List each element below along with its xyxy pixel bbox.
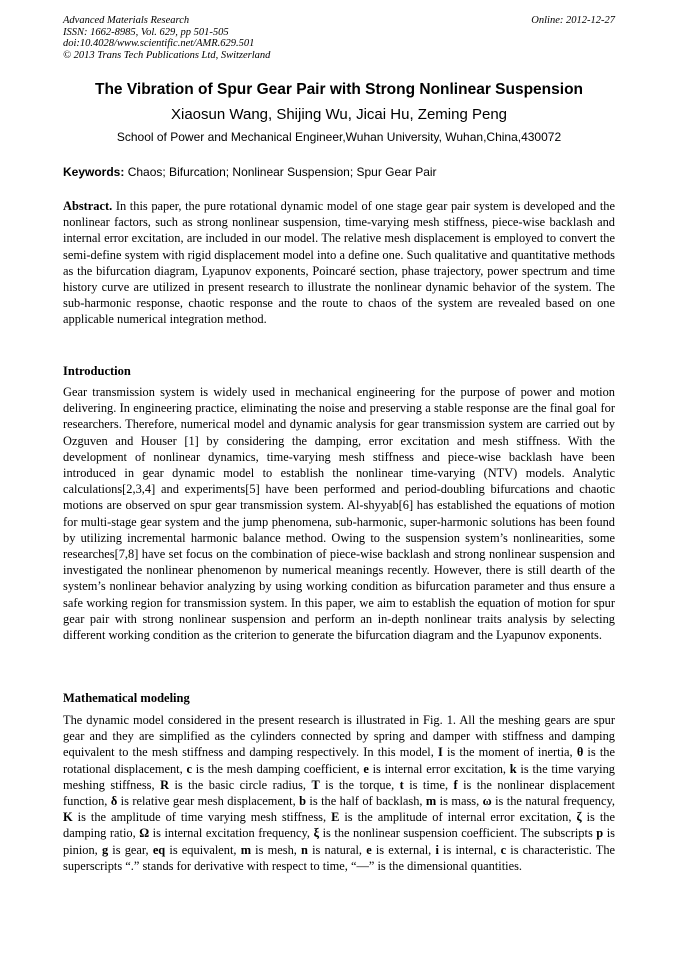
symbol-term: T xyxy=(311,777,320,792)
keywords-line xyxy=(63,163,615,181)
abstract-text: In this paper, the pure rotational dynamic model of one stage gear pair system is developed and the nonlinear factors, such as strong nonlinear suspension, time-varying mesh stiffness, piece-wise backlash and internal error excitation, are included in our model. The relative mesh displacement is employed to convert the semi-define system with rigid displacement model into a define one. Such qualitative and quantitative methods as the bifurcation diagram, Lyapunov exponents, Poincaré section, phase trajectory, power spectrum and time history curve are utilized in present research to illustrate the nonlinear dynamic behavior of the system. The sub-harmonic response, chaotic response and the route to chaos of the system are revealed based on one applicable numerical integration method. xyxy=(63,199,616,327)
symbol-term: c xyxy=(500,842,507,857)
text-run: is the rotational displacement, xyxy=(63,745,615,776)
symbol-term: p xyxy=(596,826,604,841)
doi-line: doi:10.4028/www.scientific.net/AMR.629.501 xyxy=(63,38,255,49)
text-run: is the basic circle radius, xyxy=(169,777,312,792)
symbol-term: c xyxy=(186,761,192,776)
text-run: is gear, xyxy=(108,842,153,857)
introduction-paragraph: Gear transmission system is widely used in mechanical engineering for the purpose of power and motion delivering. In engineering practice, eliminating the noise and preserving a stable response are the final goal for researchers. Therefore, numerical model and dynamic analysis for gear transmission system are carried out by Ozguven and Houser [1] by considering the damping, error excitation and mesh stiffness. With the development of nonlinear dynamics, time-varying mesh stiffness and piece-wise backlash have been introduced in gear dynamic model to establish the nonlinear time-varying (NTV) models. Analytic calculations[2,3,4] and experiments[5] have been performed and period-doubling bifurcations and chaotic motions are observed on spur gear transmission system. Al-shyyab[6] has established the equations of motion for multi-stage gear system and the jump phenomena, sub-harmonic, super-harmonic solutions has been found by utilizing incremental harmonic balance method. Owing to the suspension system’s nonlinearities, some researches[7,8] have set focus on the combination of piece-wise backlash and strong nonlinear suspension and investigated the nonlinear phenomenon by numerical meanings recently. However, there is still dearth of the system’s nonlinear behavior analyzing by using working condition as bifurcation parameter and thus ensure a safe working region for transmission system. In this paper, we aim to establish the equation of motion for spur gear pair with strong nonlinear suspension and perform an in-depth nonlinear traits analysis by selecting different working condition as the criterion to generate the bifurcation diagram and the Lyapunov exponents. xyxy=(63,385,615,643)
symbol-term: m xyxy=(425,794,437,809)
text-run: is internal, xyxy=(438,842,501,857)
symbol-term: Ω xyxy=(139,826,150,841)
keywords-text: Chaos; Bifurcation; Nonlinear Suspension; Spur Gear Pair xyxy=(127,165,437,179)
text-run: is time, xyxy=(403,777,454,792)
symbol-term: k xyxy=(509,761,517,776)
text-run: is external, xyxy=(371,842,436,857)
symbol-term: t xyxy=(399,777,404,792)
keywords-label: Keywords: xyxy=(63,165,125,179)
introduction-heading: Introduction xyxy=(63,364,131,378)
symbol-term: I xyxy=(437,745,443,760)
text-run: is the nonlinear displacement function, xyxy=(63,777,615,809)
journal-name: Advanced Materials Research xyxy=(63,15,190,26)
text-run: is the natural frequency, xyxy=(491,794,615,809)
symbol-term: ζ xyxy=(576,810,582,825)
text-run: is mesh, xyxy=(251,842,302,857)
text-run: is the damping ratio, xyxy=(63,810,615,841)
text-run: is the torque, xyxy=(319,777,400,792)
symbol-term: f xyxy=(453,777,458,792)
symbol-term: θ xyxy=(576,745,584,760)
symbol-term: e xyxy=(363,761,369,776)
symbol-term: i xyxy=(435,842,439,857)
text-run: is the amplitude of internal error excitation, xyxy=(339,810,577,825)
symbol-term: m xyxy=(240,842,252,857)
text-run: is internal excitation frequency, xyxy=(149,826,314,841)
text-run: is the amplitude of time varying mesh stiffness, xyxy=(72,810,332,825)
text-run: is the mesh damping coefficient, xyxy=(191,761,364,776)
paper-affiliation: School of Power and Mechanical Engineer,Wuhan University, Wuhan,China,430072 xyxy=(116,130,562,144)
symbol-term: e xyxy=(366,842,372,857)
symbol-term: R xyxy=(160,777,170,792)
text-run: is internal error excitation, xyxy=(368,761,510,776)
text-run: is characteristic. The superscripts “.” stands for derivative with respect to time, “—” is the dimensional quantities. xyxy=(63,842,616,873)
symbol-term: g xyxy=(101,842,109,857)
abstract-label: Abstract. xyxy=(63,199,113,213)
text-run: is relative gear mesh displacement, xyxy=(117,794,300,809)
text-run: is mass, xyxy=(436,794,483,809)
symbol-term: ξ xyxy=(313,826,320,841)
paper-title: The Vibration of Spur Gear Pair with Strong Nonlinear Suspension xyxy=(94,81,584,98)
symbol-term: ω xyxy=(482,794,492,809)
symbol-term: δ xyxy=(110,794,118,809)
text-run: is the time varying meshing stiffness, xyxy=(63,761,615,792)
copyright-line: © 2013 Trans Tech Publications Ltd, Switzerland xyxy=(63,49,271,61)
symbol-term: E xyxy=(331,810,340,825)
symbol-term: n xyxy=(301,842,308,857)
online-date: Online: 2012-12-27 xyxy=(531,15,615,26)
journal-header xyxy=(63,15,615,61)
symbol-term: eq xyxy=(152,842,166,857)
text-run: is the moment of inertia, xyxy=(442,745,577,760)
issn-line: ISSN: 1662-8985, Vol. 629, pp 501-505 xyxy=(63,26,229,38)
symbol-term: b xyxy=(299,794,306,809)
text-run: The dynamic model considered in the present research is illustrated in Fig. 1. All the meshing gears are spur gear and they are simplified as the cylinders connected by spring and damper with stiffness and damping equivalent to the mesh stiffness and damping respectively. In this model, xyxy=(63,713,615,760)
text-run: is pinion, xyxy=(63,826,615,857)
math-modeling-heading: Mathematical modeling xyxy=(63,691,190,705)
text-run: is natural, xyxy=(307,842,367,857)
text-run: is the nonlinear suspension coefficient. The subscripts xyxy=(319,826,597,841)
symbol-term: K xyxy=(63,810,73,825)
abstract-paragraph xyxy=(63,198,615,328)
text-run: is equivalent, xyxy=(165,842,241,857)
math-modeling-paragraph xyxy=(63,712,615,874)
text-run: is the half of backlash, xyxy=(306,794,426,809)
paper-authors: Xiaosun Wang, Shijing Wu, Jicai Hu, Zeming Peng xyxy=(171,106,507,123)
